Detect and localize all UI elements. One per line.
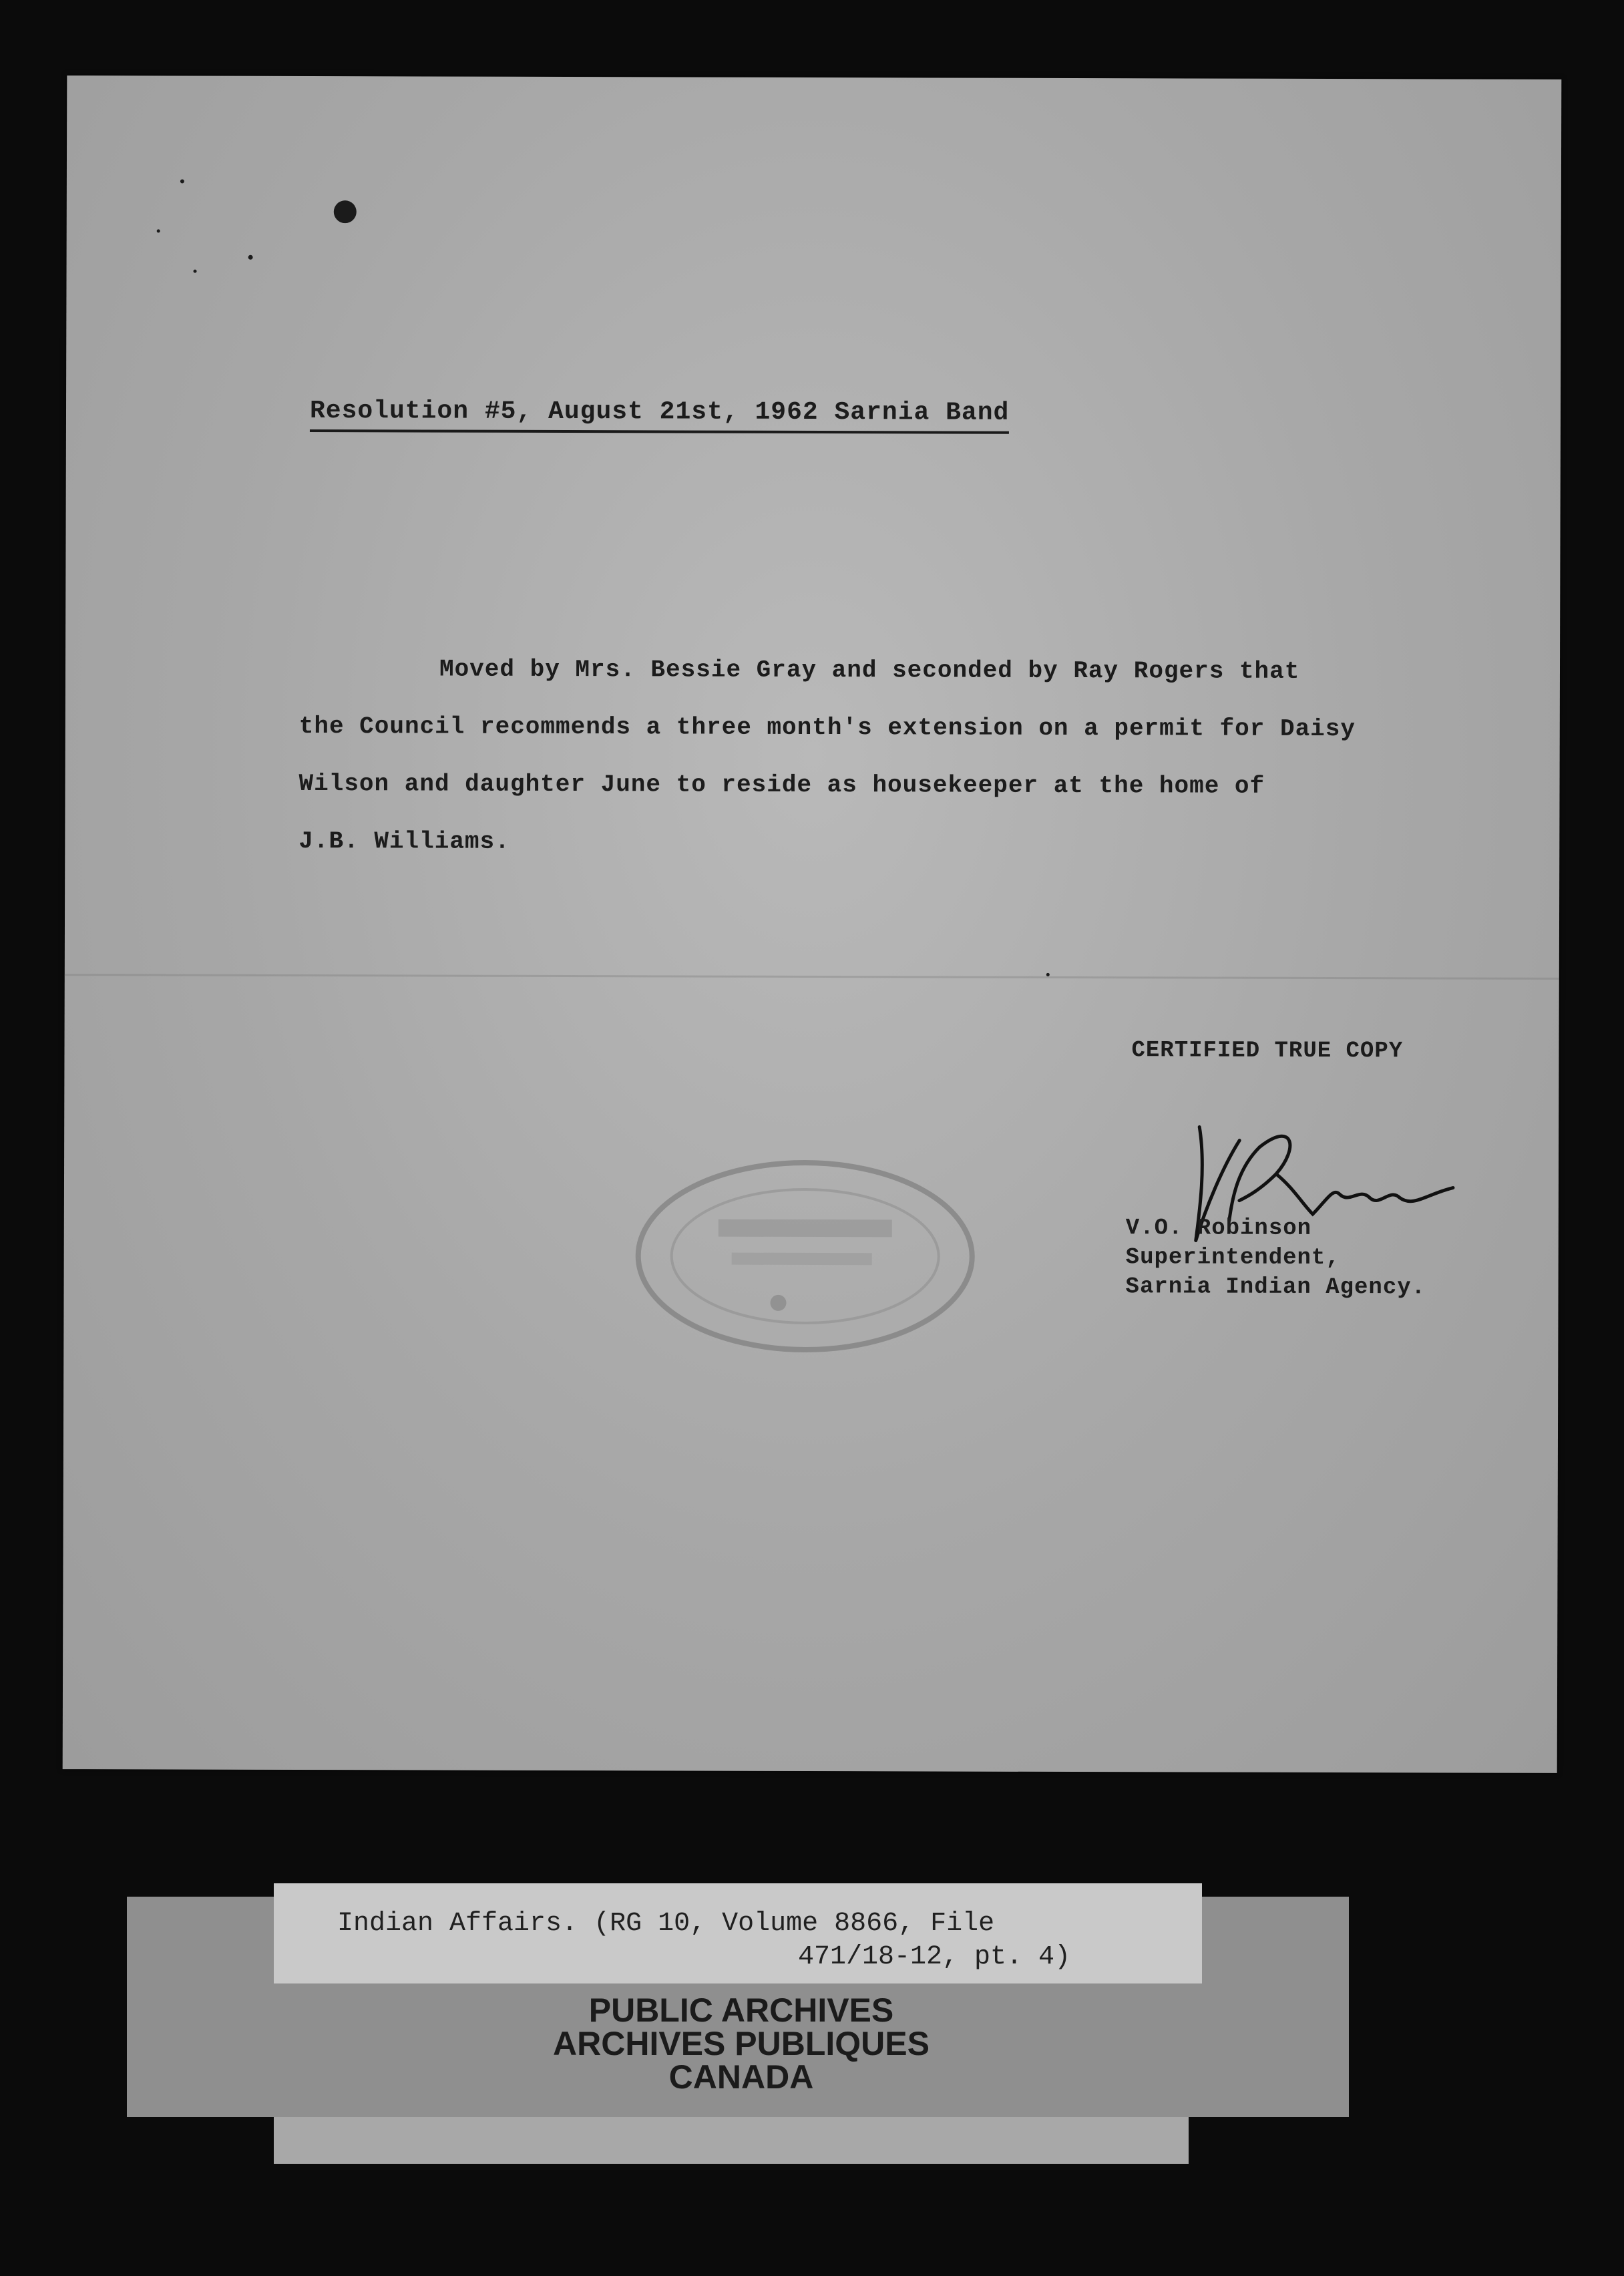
paper-specks xyxy=(67,75,1561,79)
archive-reference-line-2: 471/18-12, pt. 4) xyxy=(798,1942,1071,1972)
signatory-name: V.O. Robinson xyxy=(1125,1215,1312,1242)
body-line-1: Moved by Mrs. Bessie Gray and seconded by Ray Rogers that xyxy=(439,655,1300,685)
paper-fold xyxy=(65,974,1559,980)
resolution-title: Resolution #5, August 21st, 1962 Sarnia Band xyxy=(310,397,1010,434)
signatory-title: Superintendent, xyxy=(1125,1245,1340,1272)
archive-institution-name xyxy=(461,1994,1022,2094)
official-stamp xyxy=(618,1145,992,1366)
archive-reference-line-1: Indian Affairs. (RG 10, Volume 8866, File xyxy=(337,1909,995,1939)
archive-institution-line-2: ARCHIVES PUBLIQUES xyxy=(553,2025,930,2062)
body-line-4: J.B. Williams. xyxy=(298,827,510,856)
signatory-agency: Sarnia Indian Agency. xyxy=(1125,1274,1426,1301)
resolution-body xyxy=(298,640,1434,873)
archive-institution-line-1: PUBLIC ARCHIVES xyxy=(588,1992,894,2029)
body-line-3: Wilson and daughter June to reside as housekeeper at the home of xyxy=(298,769,1265,800)
certified-true-copy: CERTIFIED TRUE COPY xyxy=(1131,1038,1404,1065)
body-line-2: the Council recommends a three month's extension on a permit for Daisy xyxy=(298,712,1356,743)
document-page xyxy=(63,75,1562,1773)
archive-label-bottom-strip xyxy=(274,2117,1189,2164)
signatory-block xyxy=(1126,1213,1426,1302)
archive-institution-line-3: CANADA xyxy=(668,2058,814,2096)
